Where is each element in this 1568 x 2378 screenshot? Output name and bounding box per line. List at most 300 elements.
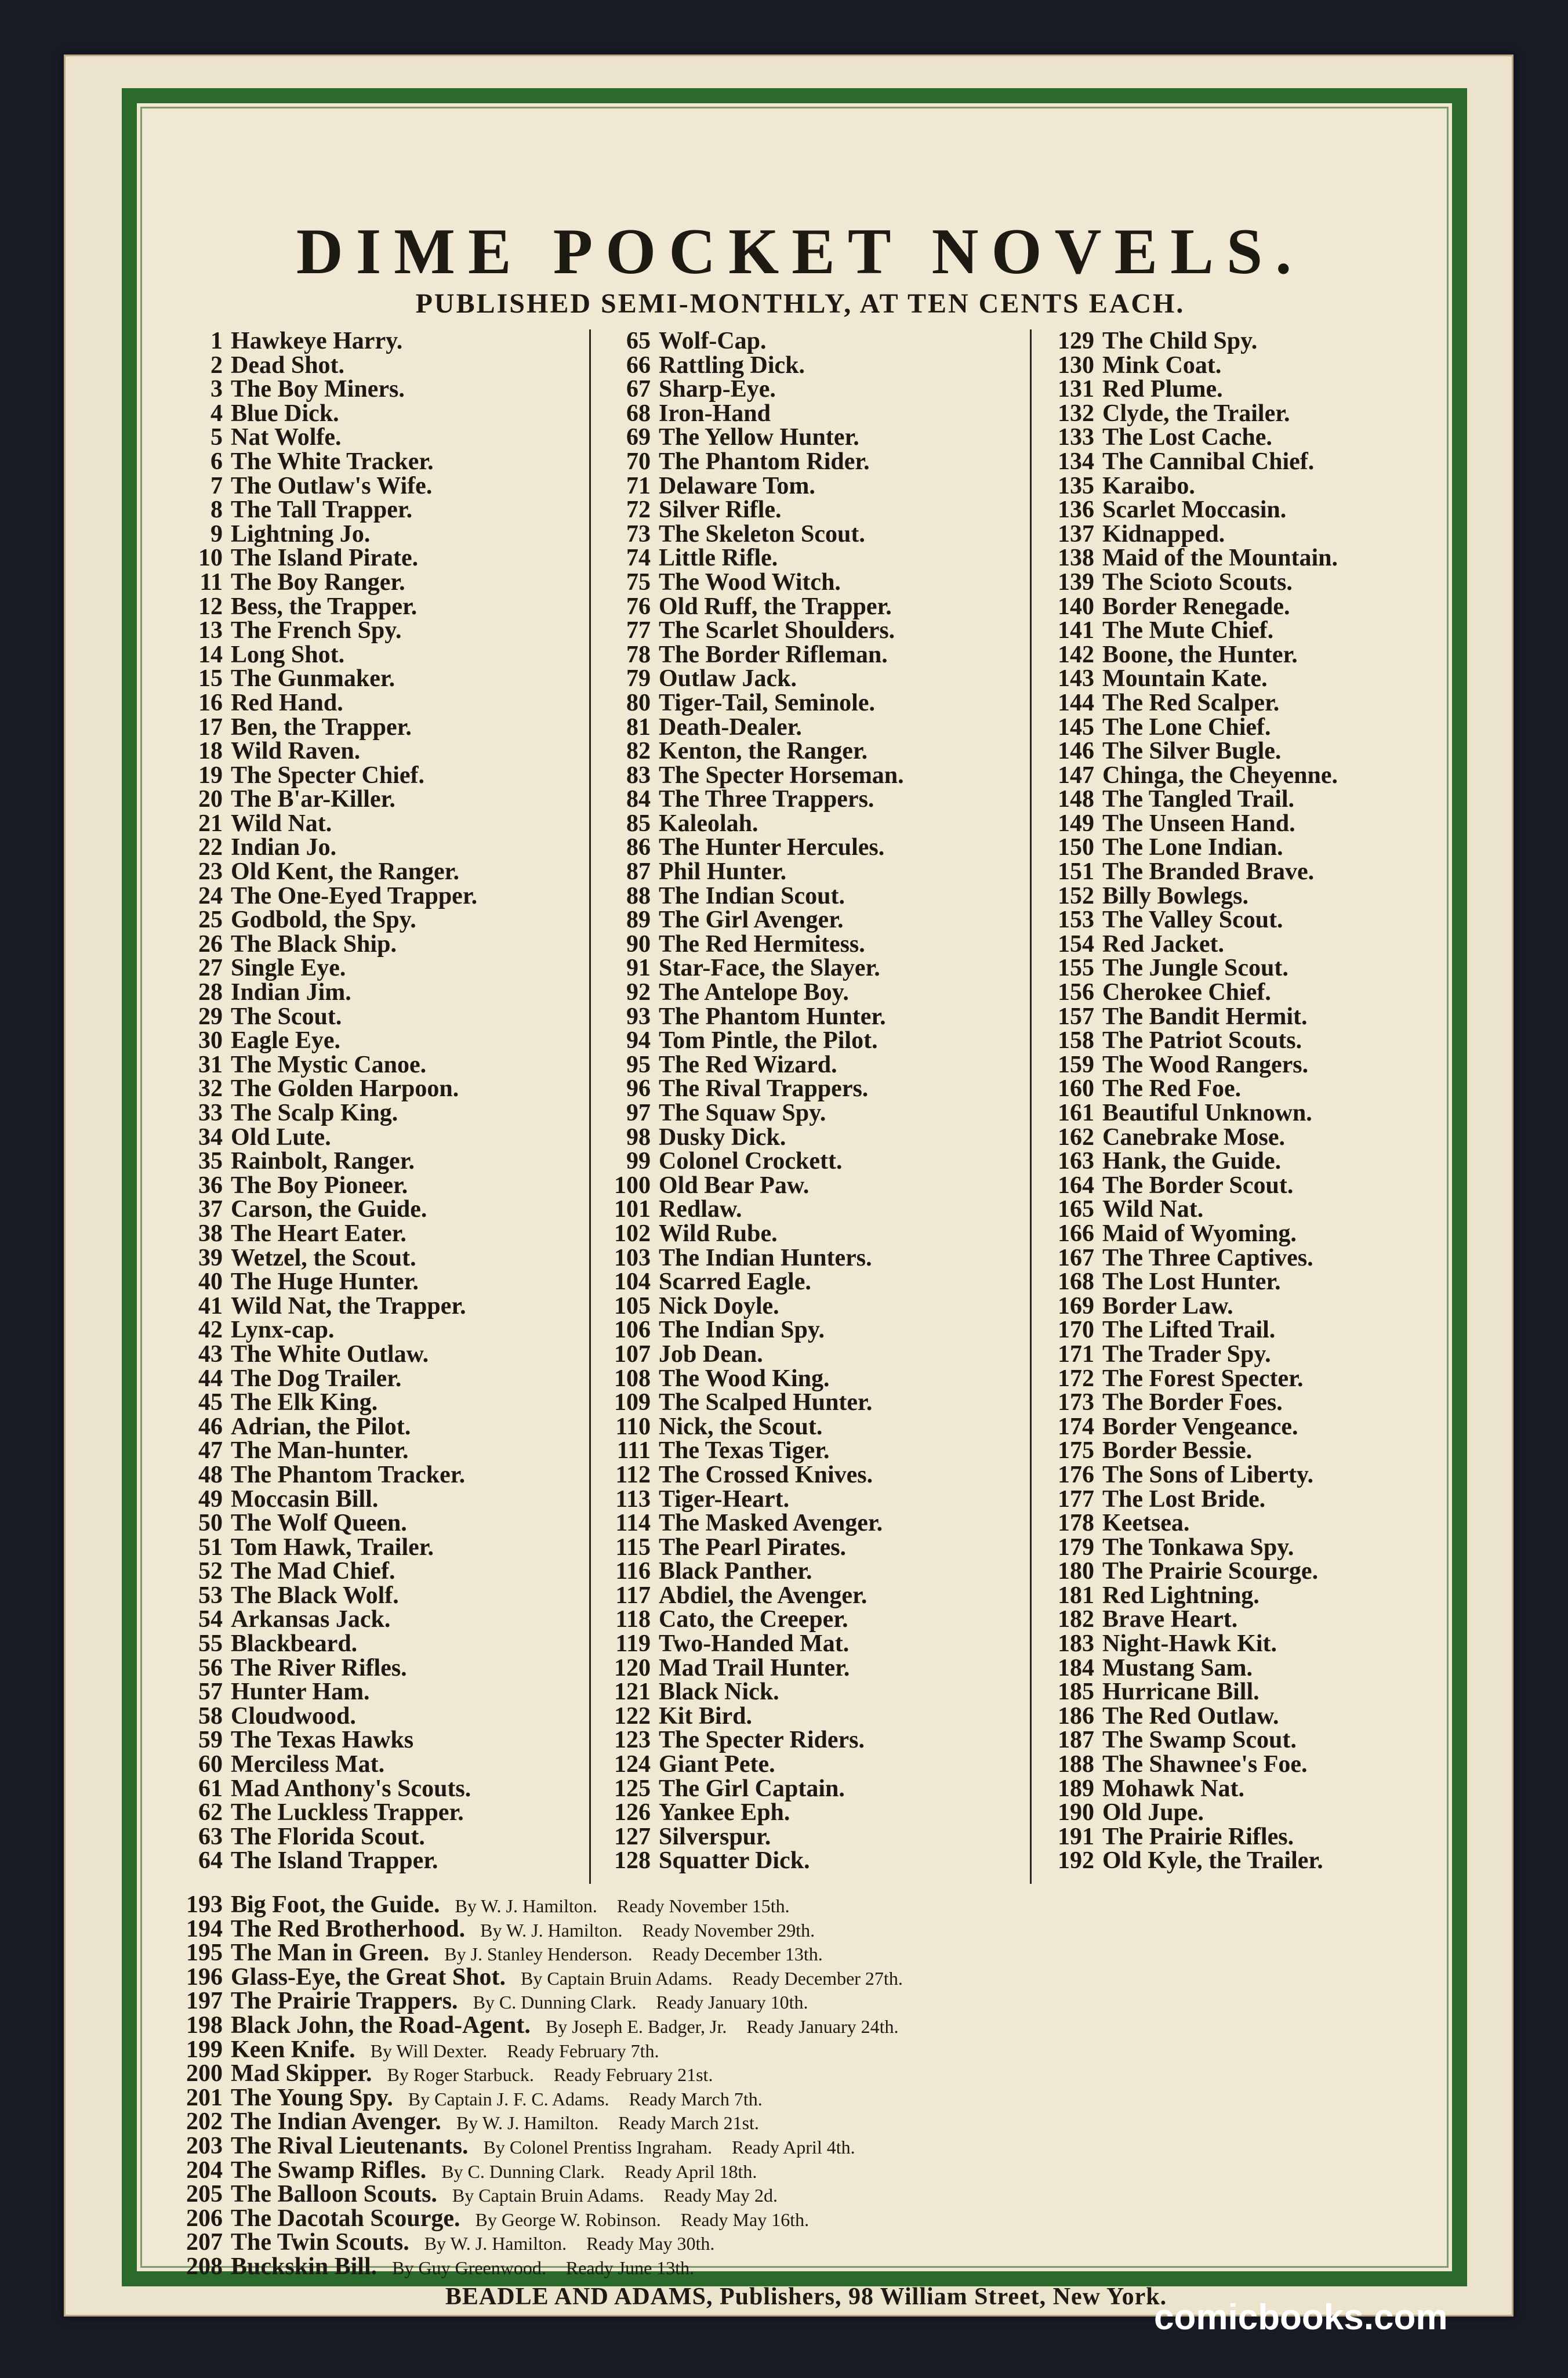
- item-title: Iron-Hand: [659, 400, 771, 427]
- item-title: Redlaw.: [659, 1196, 742, 1223]
- item-title: The Red Wizard.: [659, 1051, 837, 1078]
- item-title: Job Dean.: [659, 1340, 763, 1368]
- list-item: [1039, 450, 1468, 474]
- list-item: [172, 1318, 572, 1343]
- item-number: 129: [1058, 328, 1094, 354]
- list-item: [595, 1728, 1041, 1753]
- item-number: 124: [614, 1751, 651, 1778]
- item-number: 17: [198, 713, 223, 741]
- item-number: 99: [626, 1148, 651, 1175]
- item-number: 16: [198, 689, 223, 716]
- item-title: The Huge Hunter.: [231, 1268, 419, 1296]
- list-item: [595, 1753, 1041, 1777]
- item-title: Wolf-Cap.: [659, 328, 767, 354]
- item-number: 113: [615, 1485, 651, 1513]
- item-number: 133: [1058, 424, 1094, 451]
- list-item: [595, 1849, 1041, 1873]
- item-title: Mink Coat.: [1102, 351, 1222, 379]
- list-item: [1039, 1053, 1468, 1078]
- item-number: 70: [626, 448, 651, 475]
- item-number: 120: [614, 1654, 651, 1681]
- list-item: [172, 568, 572, 596]
- item-number: 208: [186, 2253, 223, 2280]
- item-title: Border Renegade.: [1102, 593, 1290, 620]
- forthcoming-item: [160, 1963, 1459, 1991]
- item-title: The Dacotah Scourge.: [231, 2205, 460, 2232]
- item-number: 36: [198, 1172, 223, 1199]
- list-item: [595, 1536, 1041, 1560]
- item-number: 44: [198, 1365, 223, 1392]
- item-title: Lynx-cap.: [231, 1317, 335, 1344]
- list-item: [172, 1270, 572, 1295]
- item-title: The Red Scalper.: [1102, 689, 1280, 716]
- item-title: Billy Bowlegs.: [1102, 882, 1249, 909]
- list-item: [595, 595, 1041, 619]
- item-author: By Will Dexter.: [370, 2040, 488, 2061]
- item-number: 91: [626, 955, 651, 982]
- item-number: 101: [614, 1196, 651, 1223]
- item-author: By George W. Robinson.: [475, 2209, 661, 2230]
- list-item: [172, 691, 572, 716]
- list-item: [172, 1101, 572, 1126]
- forthcoming-item: [160, 2207, 1459, 2231]
- item-number: 170: [1058, 1317, 1094, 1344]
- item-title: Tom Hawk, Trailer.: [231, 1534, 434, 1561]
- list-item: [172, 1584, 572, 1608]
- item-title: Nick, the Scout.: [659, 1413, 823, 1440]
- list-item: [172, 498, 572, 523]
- item-number: 104: [614, 1268, 651, 1296]
- item-number: 103: [614, 1244, 651, 1271]
- item-number: 15: [198, 665, 223, 693]
- item-title: Karaibo.: [1102, 472, 1195, 499]
- item-title: The Scarlet Shoulders.: [659, 617, 895, 644]
- list-item: [172, 1485, 572, 1513]
- item-number: 57: [198, 1679, 223, 1706]
- list-item: [1039, 351, 1468, 379]
- item-number: 76: [626, 593, 651, 620]
- item-number: 164: [1058, 1172, 1094, 1199]
- item-number: 193: [186, 1891, 223, 1918]
- item-number: 204: [186, 2156, 223, 2184]
- item-title: The Mute Chief.: [1102, 617, 1274, 644]
- list-item: [595, 450, 1041, 474]
- item-number: 98: [626, 1123, 651, 1151]
- item-title: The Gunmaker.: [231, 665, 395, 693]
- item-number: 95: [626, 1051, 651, 1078]
- item-title: The Tall Trapper.: [231, 496, 413, 524]
- list-item: [172, 1825, 572, 1850]
- item-number: 188: [1058, 1751, 1094, 1778]
- item-number: 137: [1058, 520, 1094, 548]
- item-title: Night-Hawk Kit.: [1102, 1630, 1277, 1658]
- item-title: The Tangled Trail.: [1102, 786, 1295, 813]
- list-item: [1039, 1536, 1468, 1560]
- list-item: [172, 1439, 572, 1463]
- list-item: [172, 378, 572, 402]
- item-author: By W. J. Hamilton.: [424, 2233, 567, 2254]
- item-number: 185: [1058, 1679, 1094, 1706]
- item-number: 197: [186, 1988, 223, 2015]
- item-number: 200: [186, 2060, 223, 2087]
- item-number: 206: [186, 2205, 223, 2232]
- item-title: The Outlaw's Wife.: [231, 472, 433, 499]
- list-item: [595, 643, 1041, 668]
- item-number: 123: [614, 1727, 651, 1754]
- forthcoming-item: [160, 2183, 1459, 2207]
- item-number: 144: [1058, 689, 1094, 716]
- item-title: The Pearl Pirates.: [659, 1534, 847, 1561]
- item-number: 163: [1058, 1148, 1094, 1175]
- item-number: 135: [1058, 472, 1094, 499]
- catalog-page: [64, 55, 1513, 2317]
- item-title: The Heart Eater.: [231, 1220, 406, 1247]
- item-number: 149: [1058, 810, 1094, 837]
- forthcoming-item: [160, 1989, 1459, 2014]
- item-ready-date: Ready December 27th.: [732, 1967, 903, 1989]
- item-number: 127: [614, 1823, 651, 1850]
- list-item: [595, 1560, 1041, 1584]
- item-number: 10: [198, 545, 223, 572]
- item-number: 49: [198, 1485, 223, 1513]
- item-title: The Unseen Hand.: [1102, 810, 1295, 837]
- item-number: 118: [615, 1606, 651, 1633]
- item-number: 46: [198, 1413, 223, 1440]
- item-ready-date: Ready December 13th.: [652, 1944, 823, 1965]
- list-item: [172, 1029, 572, 1053]
- item-number: 18: [198, 738, 223, 765]
- item-title: The Luckless Trapper.: [231, 1799, 464, 1826]
- item-number: 106: [614, 1317, 651, 1344]
- item-number: 6: [210, 448, 223, 475]
- item-title: Black Nick.: [659, 1679, 779, 1706]
- list-item: [1039, 1753, 1468, 1777]
- item-title: The French Spy.: [231, 617, 402, 644]
- list-item: [1039, 619, 1468, 643]
- item-title: Brave Heart.: [1102, 1606, 1238, 1633]
- list-item: [172, 474, 572, 499]
- list-item: [595, 1270, 1041, 1295]
- item-title: Buckskin Bill.: [231, 2253, 378, 2280]
- list-item: [172, 1340, 572, 1368]
- item-title: The White Tracker.: [231, 448, 434, 475]
- item-number: 116: [615, 1558, 651, 1585]
- item-title: The Lost Cache.: [1102, 424, 1272, 451]
- item-author: By J. Stanley Henderson.: [444, 1944, 633, 1965]
- list-item: [595, 1584, 1041, 1608]
- item-title: Maid of the Mountain.: [1102, 545, 1338, 572]
- item-number: 171: [1058, 1340, 1094, 1368]
- list-item: [1039, 740, 1468, 764]
- list-item: [172, 1511, 572, 1536]
- item-title: The Tonkawa Spy.: [1102, 1534, 1294, 1561]
- item-title: The Boy Miners.: [231, 376, 405, 403]
- list-item: [595, 1777, 1041, 1801]
- list-item: [1039, 1029, 1468, 1053]
- list-item: [172, 1391, 572, 1415]
- item-ready-date: Ready November 29th.: [642, 1919, 815, 1941]
- item-title: The Valley Scout.: [1102, 907, 1283, 934]
- item-title: The Antelope Boy.: [659, 979, 849, 1006]
- item-title: Beautiful Unknown.: [1102, 1100, 1312, 1126]
- item-number: 184: [1058, 1654, 1094, 1681]
- item-title: Hurricane Bill.: [1102, 1679, 1260, 1706]
- list-item: [595, 1246, 1041, 1271]
- list-item: [595, 1198, 1041, 1222]
- list-item: [1039, 981, 1468, 1005]
- item-author: By W. J. Hamilton.: [456, 2112, 599, 2134]
- item-number: 160: [1058, 1075, 1094, 1103]
- list-item: [1039, 1150, 1468, 1174]
- item-number: 183: [1058, 1630, 1094, 1658]
- item-number: 107: [614, 1340, 651, 1368]
- forthcoming-item: [160, 2011, 1459, 2039]
- list-item: [172, 1198, 572, 1222]
- item-number: 31: [198, 1051, 223, 1078]
- item-title: Clyde, the Trailer.: [1102, 400, 1290, 427]
- list-item: [172, 1656, 572, 1681]
- item-number: 132: [1058, 400, 1094, 427]
- item-number: 166: [1058, 1220, 1094, 1247]
- item-title: Wetzel, the Scout.: [231, 1244, 416, 1271]
- item-title: The Border Scout.: [1102, 1172, 1294, 1199]
- list-item: [172, 1753, 572, 1777]
- item-title: The Mystic Canoe.: [231, 1051, 427, 1078]
- list-item: [172, 1680, 572, 1705]
- list-item: [1039, 764, 1468, 788]
- item-number: 12: [198, 593, 223, 620]
- item-number: 9: [210, 520, 223, 548]
- item-number: 176: [1058, 1461, 1094, 1488]
- item-title: Red Plume.: [1102, 376, 1223, 403]
- list-item: [172, 402, 572, 426]
- item-title: Blackbeard.: [231, 1630, 358, 1658]
- item-number: 189: [1058, 1775, 1094, 1802]
- list-item: [172, 1367, 572, 1391]
- item-number: 154: [1058, 930, 1094, 958]
- item-number: 121: [614, 1679, 651, 1706]
- list-item: [1039, 956, 1468, 981]
- item-number: 77: [626, 617, 651, 644]
- item-title: Merciless Mat.: [231, 1751, 385, 1778]
- item-number: 94: [626, 1027, 651, 1054]
- list-item: [595, 568, 1041, 596]
- list-item: [1039, 1174, 1468, 1198]
- item-number: 42: [198, 1317, 223, 1344]
- list-item: [1039, 426, 1468, 450]
- item-title: The Patriot Scouts.: [1102, 1027, 1302, 1054]
- list-item: [172, 520, 572, 548]
- item-ready-date: Ready June 13th.: [565, 2257, 695, 2278]
- item-number: 155: [1058, 955, 1094, 982]
- list-item: [172, 1777, 572, 1801]
- list-item: [595, 1292, 1041, 1320]
- item-number: 205: [186, 2181, 223, 2208]
- item-number: 146: [1058, 738, 1094, 765]
- item-title: The Hunter Hercules.: [659, 834, 885, 861]
- item-number: 75: [626, 568, 651, 596]
- item-title: The Balloon Scouts.: [231, 2181, 437, 2208]
- item-title: The Lone Indian.: [1102, 834, 1283, 861]
- list-item: [595, 1029, 1041, 1053]
- list-item: [172, 1246, 572, 1271]
- item-number: 23: [198, 858, 223, 886]
- item-title: The B'ar-Killer.: [231, 786, 395, 813]
- item-ready-date: Ready May 16th.: [680, 2209, 810, 2230]
- item-number: 19: [198, 762, 223, 789]
- item-title: Star-Face, the Slayer.: [659, 955, 880, 982]
- item-title: The Twin Scouts.: [231, 2229, 409, 2256]
- list-item: [172, 930, 572, 958]
- forthcoming-item: [160, 2255, 1459, 2279]
- item-ready-date: Ready May 2d.: [663, 2185, 778, 2206]
- item-title: The Texas Hawks: [231, 1727, 414, 1754]
- item-number: 179: [1058, 1534, 1094, 1561]
- item-number: 30: [198, 1027, 223, 1054]
- item-title: Kenton, the Ranger.: [659, 738, 868, 765]
- page-title: DIME POCKET NOVELS.: [296, 216, 1305, 288]
- list-item: [172, 1415, 572, 1440]
- item-title: The Lifted Trail.: [1102, 1317, 1276, 1344]
- list-item: [172, 956, 572, 981]
- item-number: 178: [1058, 1510, 1094, 1537]
- list-item: [595, 1608, 1041, 1632]
- item-title: Squatter Dick.: [659, 1847, 810, 1875]
- list-item: [172, 908, 572, 933]
- item-title: Old Kyle, the Trailer.: [1102, 1847, 1323, 1875]
- list-item: [1039, 1246, 1468, 1271]
- list-item: [595, 1367, 1041, 1391]
- item-title: Chinga, the Cheyenne.: [1102, 762, 1338, 789]
- item-title: The Child Spy.: [1102, 328, 1258, 354]
- item-number: 58: [198, 1702, 223, 1730]
- list-item: [595, 884, 1041, 909]
- list-item: [1039, 884, 1468, 909]
- item-title: The Yellow Hunter.: [659, 424, 859, 451]
- item-title: Kidnapped.: [1102, 520, 1225, 548]
- item-number: 181: [1058, 1582, 1094, 1609]
- list-item: [595, 1150, 1041, 1174]
- list-item: [1039, 1656, 1468, 1681]
- item-number: 117: [615, 1582, 651, 1609]
- list-item: [595, 1632, 1041, 1656]
- item-author: By W. J. Hamilton.: [480, 1919, 623, 1941]
- item-number: 202: [186, 2108, 223, 2136]
- item-title: Tom Pintle, the Pilot.: [659, 1027, 878, 1054]
- item-title: Sharp-Eye.: [659, 376, 776, 403]
- item-number: 138: [1058, 545, 1094, 572]
- item-title: The Cannibal Chief.: [1102, 448, 1315, 475]
- list-item: [595, 1077, 1041, 1101]
- item-number: 207: [186, 2229, 223, 2256]
- item-number: 191: [1058, 1823, 1094, 1850]
- list-item: [172, 713, 572, 741]
- item-title: Blue Dick.: [231, 400, 339, 427]
- list-item: [1039, 1801, 1468, 1825]
- item-title: Dusky Dick.: [659, 1123, 786, 1151]
- item-number: 65: [626, 328, 651, 354]
- item-number: 74: [626, 545, 651, 572]
- item-author: By Colonel Prentiss Ingraham.: [483, 2136, 713, 2158]
- item-number: 4: [210, 400, 223, 427]
- item-title: Two-Handed Mat.: [659, 1630, 850, 1658]
- item-title: Adrian, the Pilot.: [231, 1413, 411, 1440]
- forthcoming-item: [160, 1917, 1459, 1942]
- list-item: [172, 1632, 572, 1656]
- list-item: [172, 812, 572, 836]
- item-title: The Scalped Hunter.: [659, 1389, 873, 1416]
- item-ready-date: Ready February 7th.: [507, 2040, 659, 2061]
- item-number: 50: [198, 1510, 223, 1537]
- green-border-frame: [122, 88, 1467, 2310]
- item-number: 81: [626, 713, 651, 741]
- item-number: 136: [1058, 496, 1094, 524]
- list-item: [1039, 788, 1468, 812]
- item-title: Keetsea.: [1102, 1510, 1190, 1537]
- list-item: [172, 1702, 572, 1730]
- list-item: [1039, 1680, 1468, 1705]
- item-number: 40: [198, 1268, 223, 1296]
- item-title: Abdiel, the Avenger.: [659, 1582, 868, 1609]
- list-item: [1039, 1584, 1468, 1608]
- forthcoming-item: [160, 2231, 1459, 2255]
- item-number: 5: [210, 424, 223, 451]
- item-number: 1: [210, 328, 223, 354]
- site-watermark: comicbooks.com: [1154, 2297, 1448, 2337]
- title-list-column-2: [595, 329, 1041, 1873]
- item-number: 29: [198, 1003, 223, 1030]
- list-item: [172, 450, 572, 474]
- item-title: Ben, the Trapper.: [231, 713, 412, 741]
- item-number: 108: [614, 1365, 651, 1392]
- item-number: 56: [198, 1654, 223, 1681]
- item-title: The One-Eyed Trapper.: [231, 882, 478, 909]
- item-number: 68: [626, 400, 651, 427]
- item-number: 96: [626, 1075, 651, 1103]
- list-item: [1039, 713, 1468, 741]
- item-number: 177: [1058, 1485, 1094, 1513]
- list-item: [1039, 1560, 1468, 1584]
- item-title: Red Hand.: [231, 689, 343, 716]
- list-item: [595, 1340, 1041, 1368]
- item-title: The Specter Horseman.: [659, 762, 904, 789]
- item-title: The Scioto Scouts.: [1102, 568, 1293, 596]
- list-item: [595, 1511, 1041, 1536]
- item-title: The Island Pirate.: [231, 545, 419, 572]
- item-number: 196: [186, 1963, 223, 1991]
- item-number: 182: [1058, 1606, 1094, 1633]
- item-title: The Specter Riders.: [659, 1727, 865, 1754]
- item-author: By Captain J. F. C. Adams.: [408, 2088, 609, 2109]
- item-title: The Branded Brave.: [1102, 858, 1315, 886]
- item-title: Keen Knife.: [231, 2036, 355, 2063]
- list-item: [172, 740, 572, 764]
- item-number: 48: [198, 1461, 223, 1488]
- item-title: The Rival Trappers.: [659, 1075, 869, 1103]
- list-item: [595, 520, 1041, 548]
- item-title: The Texas Tiger.: [659, 1437, 830, 1464]
- list-item: [1039, 1485, 1468, 1513]
- item-number: 22: [198, 834, 223, 861]
- item-title: The Border Rifleman.: [659, 641, 888, 668]
- list-item: [595, 1801, 1041, 1825]
- item-title: Big Foot, the Guide.: [231, 1891, 440, 1918]
- item-title: Mad Skipper.: [231, 2060, 372, 2087]
- list-item: [1039, 1463, 1468, 1488]
- list-item: [595, 426, 1041, 450]
- item-number: 93: [626, 1003, 651, 1030]
- item-number: 67: [626, 376, 651, 403]
